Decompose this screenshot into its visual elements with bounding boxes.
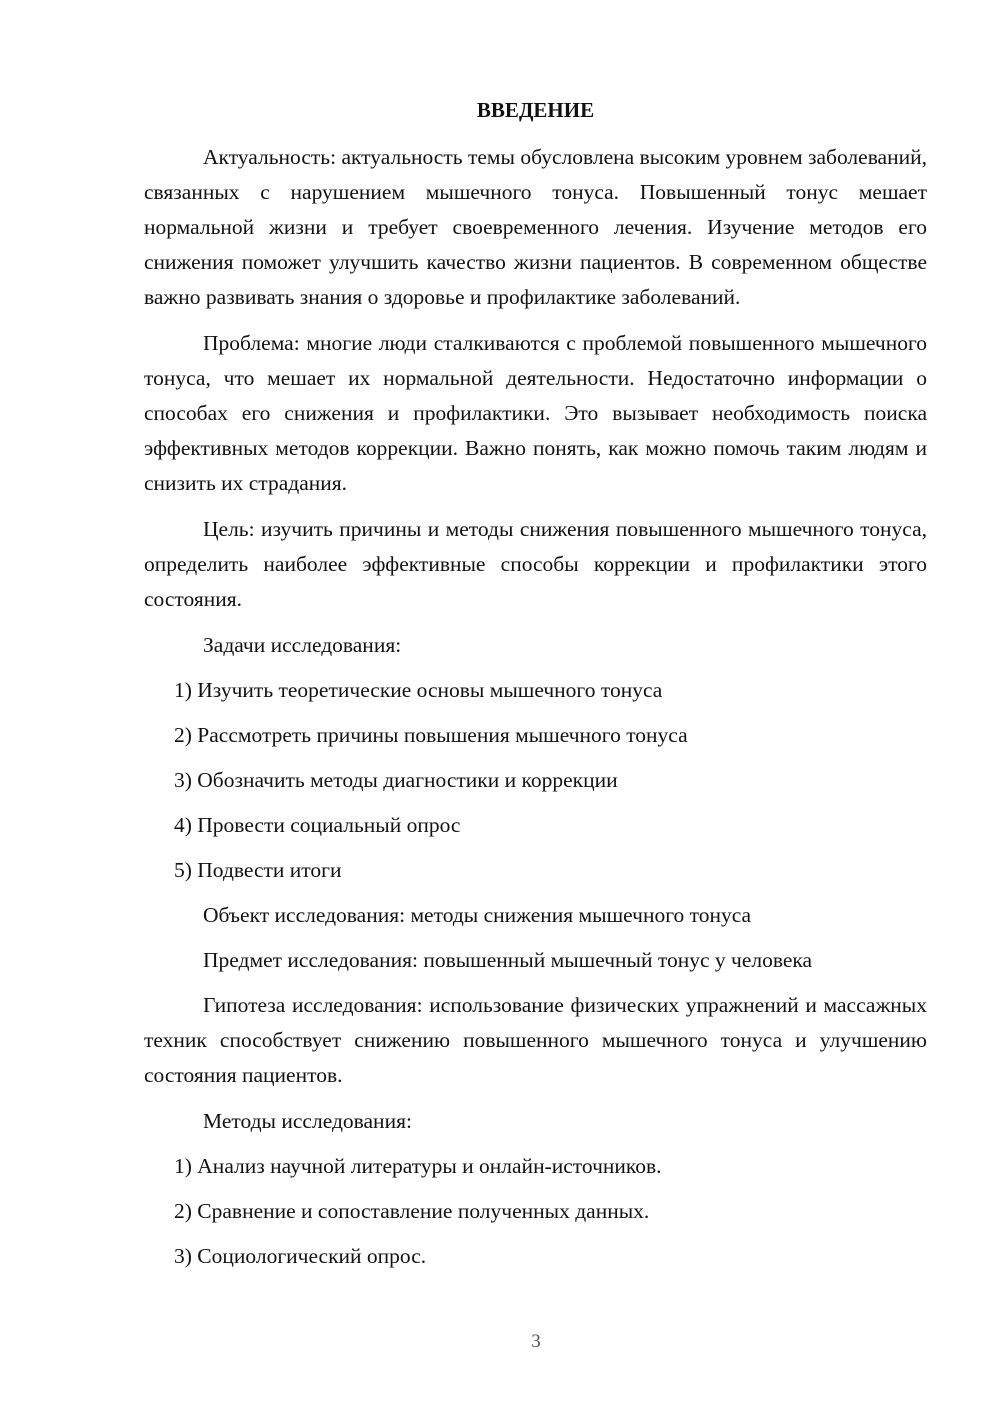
paragraph-problem: Проблема: многие люди сталкиваются с проблемой повышенного мышечного тонуса, что мешает их нормальной деятельности. Недостаточно информации о способах его снижения и профилактики. Это вызывает необходимость поиска эффективных методов коррекции. Важно понять, как можно помочь таким людям и снизить их страдания. bbox=[144, 331, 927, 495]
task-item-5: 5) Подвести итоги bbox=[174, 858, 342, 882]
task-item-1: 1) Изучить теоретические основы мышечного тонуса bbox=[174, 678, 663, 702]
method-item-2: 2) Сравнение и сопоставление полученных данных. bbox=[174, 1199, 650, 1223]
paragraph-goal: Цель: изучить причины и методы снижения повышенного мышечного тонуса, определить наиболее эффективные способы коррекции и профилактики этого состояния. bbox=[144, 517, 927, 611]
task-item-4: 4) Провести социальный опрос bbox=[174, 813, 461, 837]
research-subject: Предмет исследования: повышенный мышечный тонус у человека bbox=[203, 948, 813, 972]
research-object: Объект исследования: методы снижения мышечного тонуса bbox=[203, 903, 752, 927]
task-item-3: 3) Обозначить методы диагностики и коррекции bbox=[174, 768, 618, 792]
task-item-2: 2) Рассмотреть причины повышения мышечного тонуса bbox=[174, 723, 688, 747]
page-title: ВВЕДЕНИЕ bbox=[476, 98, 595, 122]
paragraph-hypothesis: Гипотеза исследования: использование физических упражнений и массажных техник способствует снижению повышенного мышечного тонуса и улучшению состояния пациентов. bbox=[144, 993, 927, 1087]
document-page bbox=[144, 92, 927, 1284]
tasks-heading: Задачи исследования: bbox=[203, 633, 402, 657]
page-number: 3 bbox=[531, 1331, 541, 1352]
methods-heading: Методы исследования: bbox=[203, 1109, 412, 1133]
method-item-3: 3) Социологический опрос. bbox=[174, 1244, 427, 1268]
method-item-1: 1) Анализ научной литературы и онлайн-источников. bbox=[174, 1154, 662, 1178]
paragraph-relevance: Актуальность: актуальность темы обусловлена высоким уровнем заболеваний, связанных с нарушением мышечного тонуса. Повышенный тонус мешает нормальной жизни и требует своевременного лечения. Изучение методов его снижения поможет улучшить качество жизни пациентов. В современном обществе важно развивать знания о здоровье и профилактике заболеваний. bbox=[144, 145, 927, 309]
